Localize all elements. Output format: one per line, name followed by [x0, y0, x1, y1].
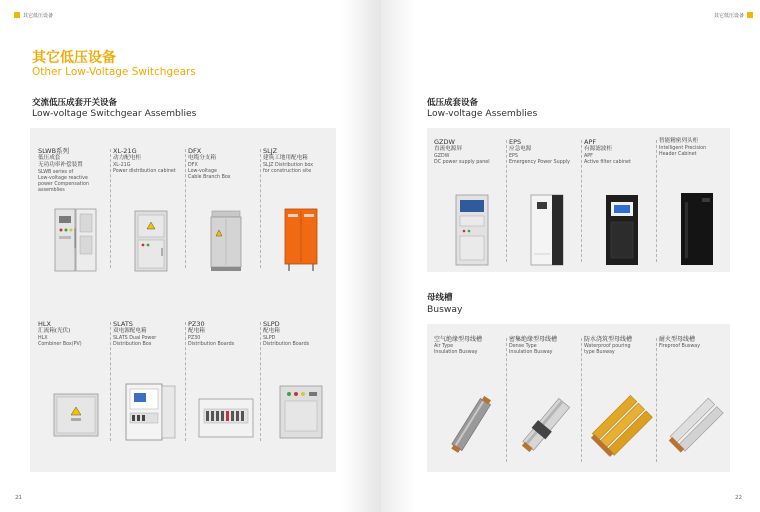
product-code: EPS: [509, 138, 522, 146]
product-image-sljz: [263, 208, 338, 272]
product-code: XL-21G: [113, 147, 137, 155]
product-name-cn: 防水浇筑型母线槽: [584, 336, 633, 343]
assemblies-heading-cn: 低压成套设备: [427, 98, 479, 108]
product-name-en: EPS Emergency Power Supply: [509, 154, 570, 165]
product-name-cn: 低压成套: [38, 155, 61, 161]
busway-heading-cn: 母线槽: [427, 293, 453, 303]
product-name-en: DFX Low-voltage Cable Branch Box: [188, 163, 231, 180]
busway-row: [434, 336, 734, 466]
product-card-dense-busway: [509, 336, 584, 466]
header-label: 其它低压设备: [23, 12, 54, 19]
product-name-cn: 耐火型母线槽: [659, 336, 696, 343]
product-name-en: Air Type Insulation Busway: [434, 344, 478, 355]
product-name-en: Dense Type Insulation Busway: [509, 344, 553, 355]
header-tag-icon: [14, 12, 20, 18]
product-name-en: SLJZ Distribution box for construction site: [263, 163, 314, 174]
section-heading-cn: 交流低压成套开关设备: [32, 98, 118, 108]
page-title-en: Other Low-Voltage Switchgears: [32, 66, 196, 78]
page-number-left: 21: [15, 495, 22, 501]
page-number-right: 22: [735, 495, 742, 501]
product-image-dfx: [188, 210, 263, 272]
product-name-cn: 无功功率补偿装置: [38, 162, 83, 168]
product-name-en: SLWB series of Low-voltage reactive power Compensation assemblies: [38, 170, 89, 193]
busway-heading-en: Busway: [427, 304, 463, 315]
product-card-pz30: [188, 320, 263, 445]
product-name-cn: 汇流箱(光伏): [38, 328, 71, 334]
product-image-xl21g: [113, 210, 188, 272]
switchgear-row-1: [38, 147, 338, 272]
product-image-air-busway: [434, 390, 509, 460]
product-image-slpd: [263, 385, 338, 439]
product-card-dfx: [188, 147, 263, 272]
product-code: PZ30: [188, 320, 205, 328]
product-image-apf: [584, 194, 659, 266]
product-image-slwb: [38, 208, 113, 272]
product-name-en: PZ30 Distribution Boards: [188, 336, 235, 347]
product-name-cn: 双电源配电箱: [113, 328, 147, 334]
product-card-fireproof-busway: [659, 336, 734, 466]
product-name-cn: 建筑工地用配电箱: [263, 155, 308, 161]
product-code: SLATS: [113, 320, 133, 328]
product-card-xl21g: [113, 147, 188, 272]
product-image-waterproof-busway: [584, 390, 659, 460]
product-card-eps: [509, 138, 584, 266]
product-name-cn: 配电箱: [263, 328, 280, 334]
product-name-cn: 配电箱: [188, 328, 205, 334]
product-name-cn: 应急电源: [509, 146, 532, 152]
assemblies-heading-en: Low-voltage Assemblies: [427, 108, 538, 119]
product-card-sljz: [263, 147, 338, 272]
section-heading-en: Low-voltage Switchgear Assemblies: [32, 108, 197, 119]
product-code: DFX: [188, 147, 202, 155]
product-image-dense-busway: [509, 390, 584, 460]
assemblies-row: [434, 138, 734, 266]
product-card-air-busway: [434, 336, 509, 466]
product-card-slats: [113, 320, 188, 445]
product-name-cn: 空气绝缘型母线槽: [434, 336, 483, 343]
product-name-cn: 直流电源屏: [434, 146, 462, 152]
product-name-cn: 动力配电柜: [113, 155, 141, 161]
product-code: GZDW: [434, 138, 455, 146]
product-card-gzdw: [434, 138, 509, 266]
product-name-cn: 有源滤波柜: [584, 146, 612, 152]
switchgear-row-2: [38, 320, 338, 445]
page-title-cn: 其它低压设备: [32, 50, 116, 66]
product-code: APF: [584, 138, 597, 146]
product-image-header-cabinet: [659, 192, 734, 266]
product-image-eps: [509, 194, 584, 266]
product-card-hlx: [38, 320, 113, 445]
product-image-pz30: [188, 395, 263, 441]
running-header-right: [714, 11, 753, 19]
product-card-slwb: [38, 147, 113, 272]
product-image-hlx: [38, 393, 113, 437]
running-header-left: [14, 11, 53, 19]
product-card-header-cabinet: [659, 138, 734, 266]
product-image-slats: [113, 383, 188, 441]
product-code: SLWB系列: [38, 147, 70, 155]
header-tag-icon: [747, 12, 753, 18]
product-name-en: Fireproof Busway: [659, 344, 701, 349]
product-card-apf: [584, 138, 659, 266]
product-name-en: SLPD Distribution Boards: [263, 336, 310, 347]
product-image-gzdw: [434, 194, 509, 266]
product-code: SLPD: [263, 320, 280, 328]
product-name-en: Waterproof pouring type Busway: [584, 344, 631, 355]
product-name-en: Intelligent Precision Header Cabinet: [659, 146, 707, 157]
product-name-en: HLX Combiner Box(PV): [38, 336, 82, 347]
product-name-en: APF Active filter cabinet: [584, 154, 631, 165]
product-name-en: GZDW DC power supply panel: [434, 154, 490, 165]
right-page: [381, 0, 760, 512]
product-code: HLX: [38, 320, 51, 328]
product-card-waterproof-busway: [584, 336, 659, 466]
product-name-cn: 电缆分支箱: [188, 155, 216, 161]
product-card-slpd: [263, 320, 338, 445]
product-code: SLJZ: [263, 147, 278, 155]
product-name-cn: 智能精密列头柜: [659, 138, 699, 144]
product-name-en: XL-21G Power distribution cabinet: [113, 163, 176, 174]
product-name-en: SLATS Dual Power Distribution Box: [113, 336, 157, 347]
product-image-fireproof-busway: [659, 390, 734, 460]
header-label: 其它低压设备: [714, 12, 745, 19]
product-name-cn: 密集绝缘型母线槽: [509, 336, 558, 343]
